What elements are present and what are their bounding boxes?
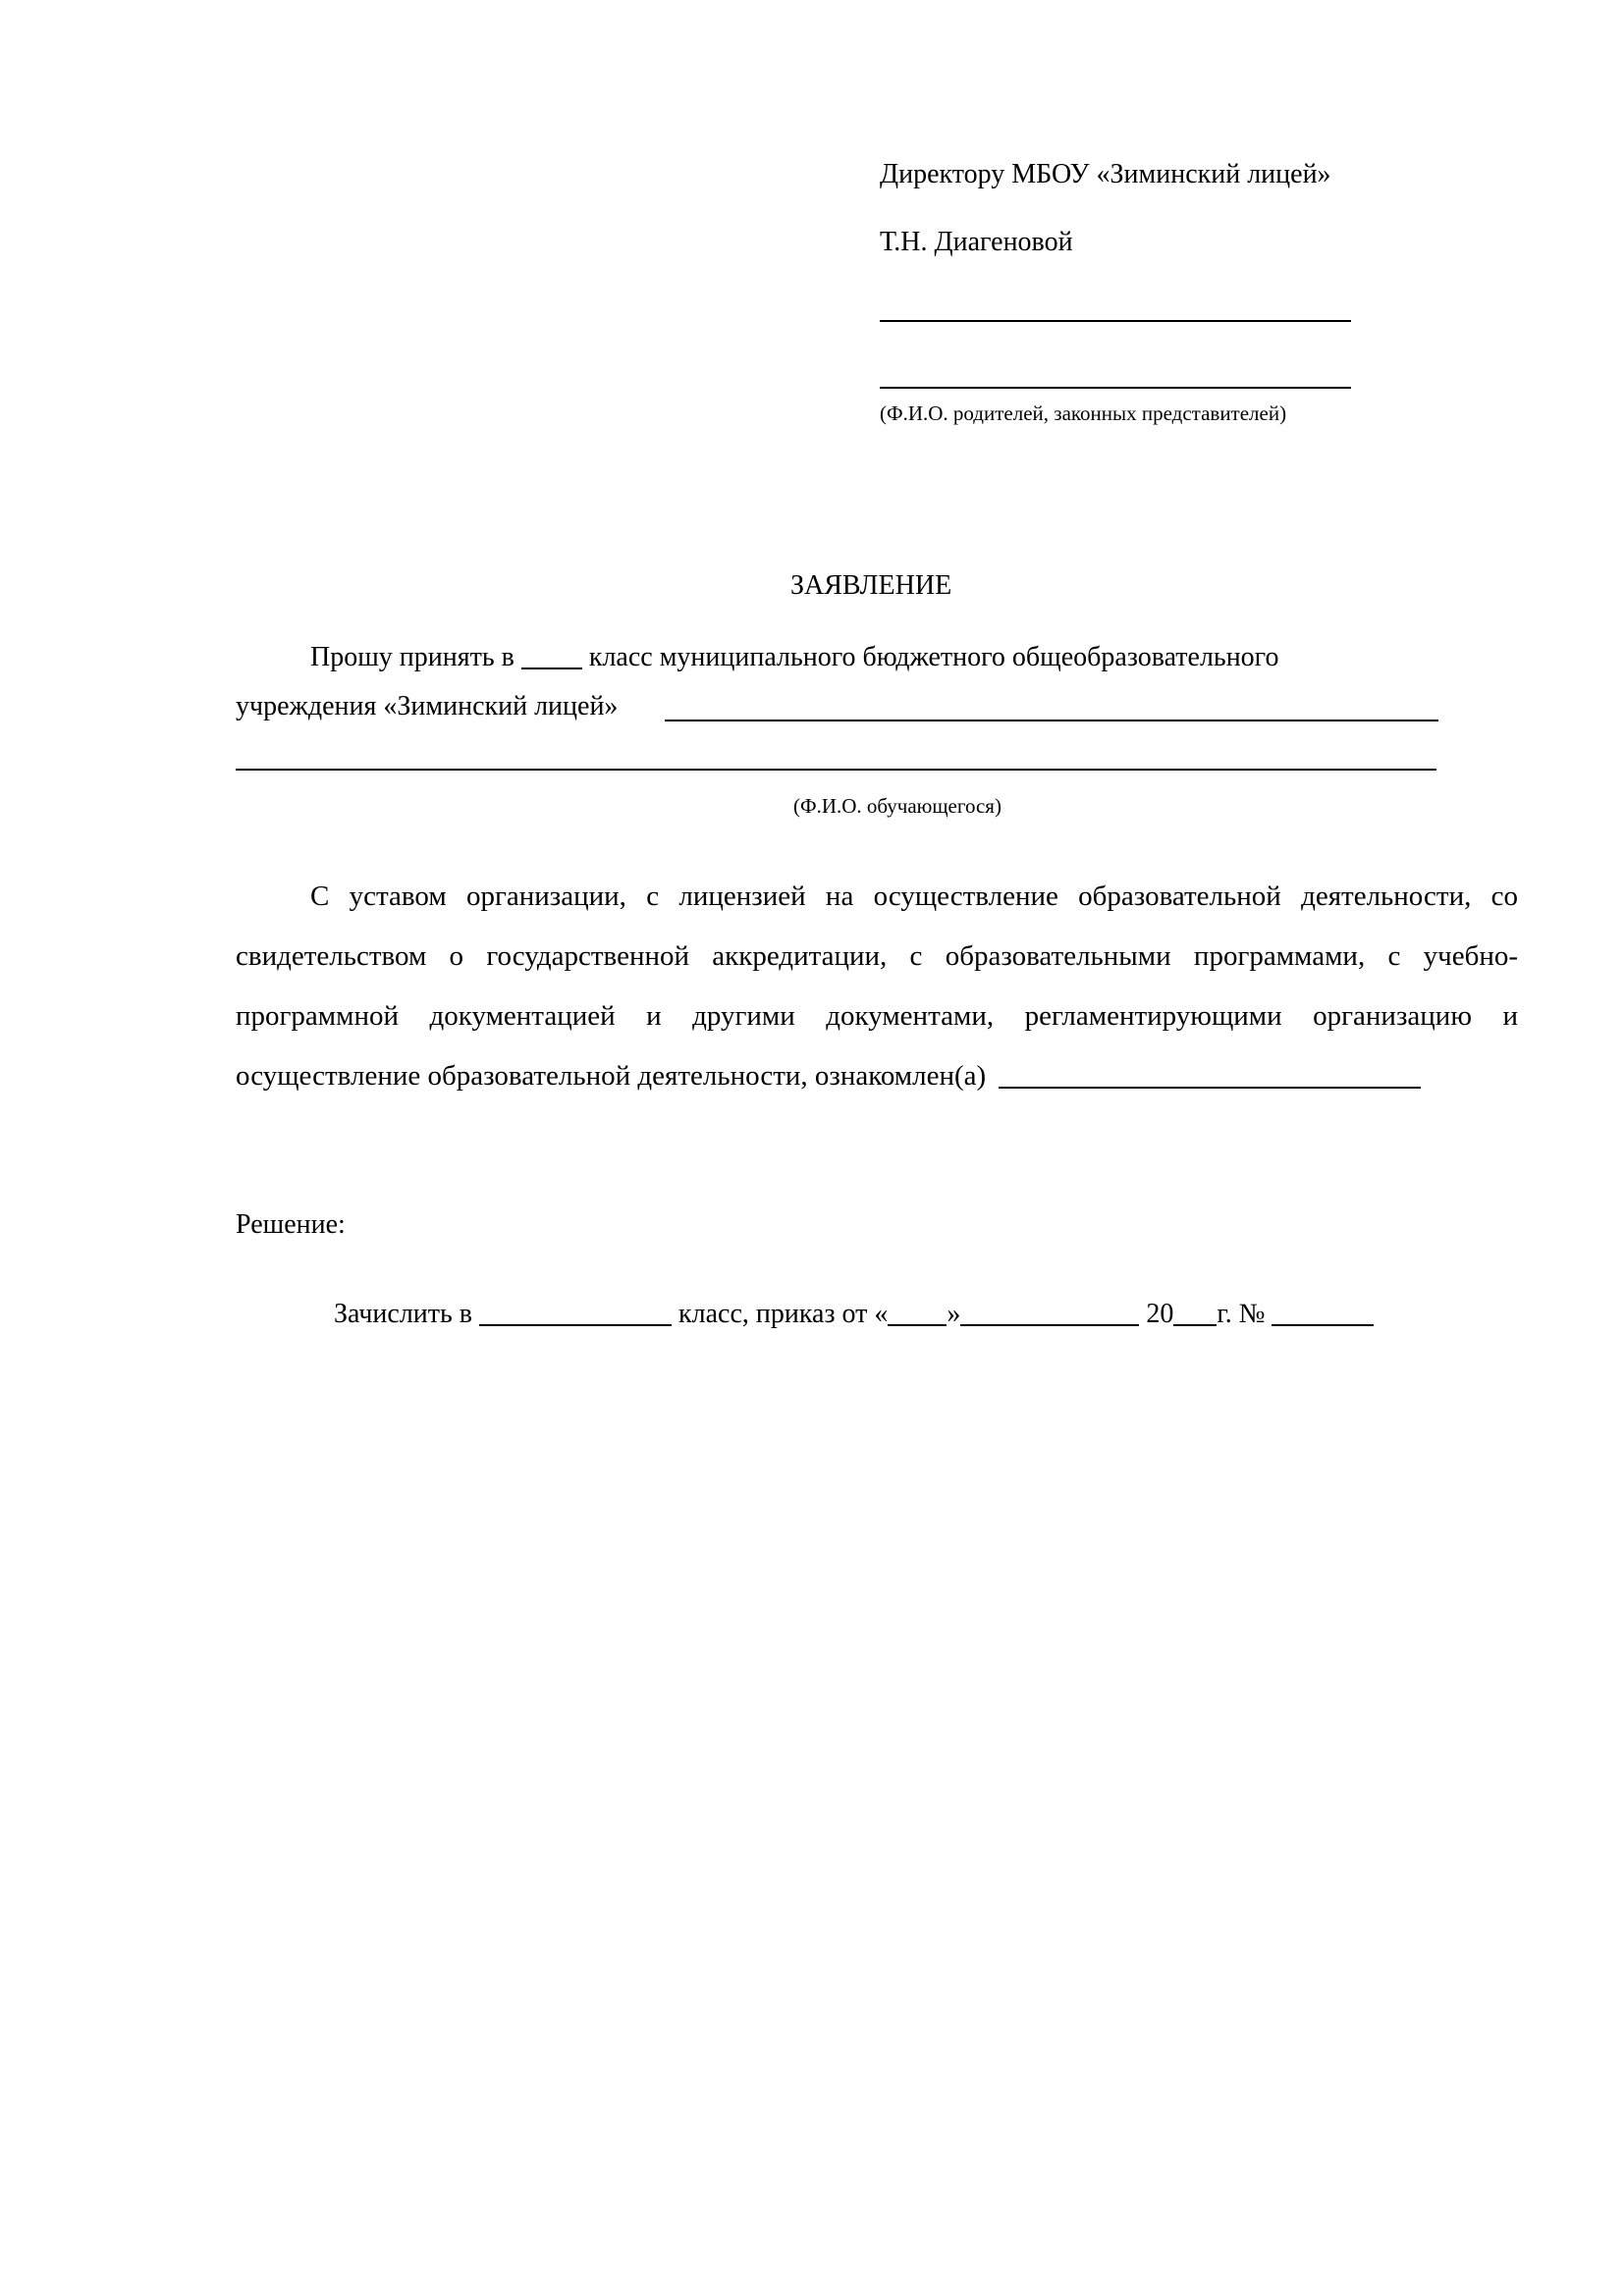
student-name-caption: (Ф.И.О. обучающегося) [793,794,1001,818]
order-text: класс, приказ от « [678,1299,889,1329]
enroll-class-field[interactable] [479,1301,672,1326]
request-line-1 [310,640,1278,671]
document-title: ЗАЯВЛЕНИЕ [790,570,952,601]
class-number-field[interactable] [521,644,582,669]
addressee-line-director: Директору МБОУ «Зиминский лицей» [880,159,1331,189]
decision-line [334,1297,1374,1328]
order-month-field[interactable] [960,1301,1139,1326]
acknowledgement-paragraph [236,867,1518,1106]
acknowledgement-signature-field[interactable] [999,1063,1421,1089]
order-number-field[interactable] [1272,1301,1374,1326]
student-name-field-1[interactable] [665,720,1438,721]
acknowledgement-text: С уставом организации, с лицензией на осуществление образовательной деятельности, со свидетельством о государственной аккредитации, с образовательными программами, с учебно-программной документацией и другими документами, регламентирующими организацию и осуществление образовательной деятельности, ознакомлен(а) [236,881,1518,1092]
request-text-part2: класс муниципального бюджетного общеобразовательного [588,642,1279,672]
order-day-field[interactable] [888,1301,947,1326]
parent-name-field-1[interactable] [880,320,1351,322]
addressee-line-name: Т.Н. Диагеновой [880,227,1073,257]
student-name-field-2[interactable] [236,769,1436,771]
order-year-field[interactable] [1173,1301,1217,1326]
year-prefix-text: 20 [1146,1299,1174,1329]
parent-name-caption: (Ф.И.О. родителей, законных представителей) [880,401,1287,425]
request-text-part1: Прошу принять в [310,642,514,672]
request-line-2: учреждения «Зиминский лицей» [236,691,619,721]
order-quote-close: » [947,1299,961,1329]
year-suffix-text: г. № [1217,1299,1266,1329]
parent-name-field-2[interactable] [880,387,1351,389]
decision-heading: Решение: [236,1209,346,1240]
enroll-text: Зачислить в [334,1299,473,1329]
